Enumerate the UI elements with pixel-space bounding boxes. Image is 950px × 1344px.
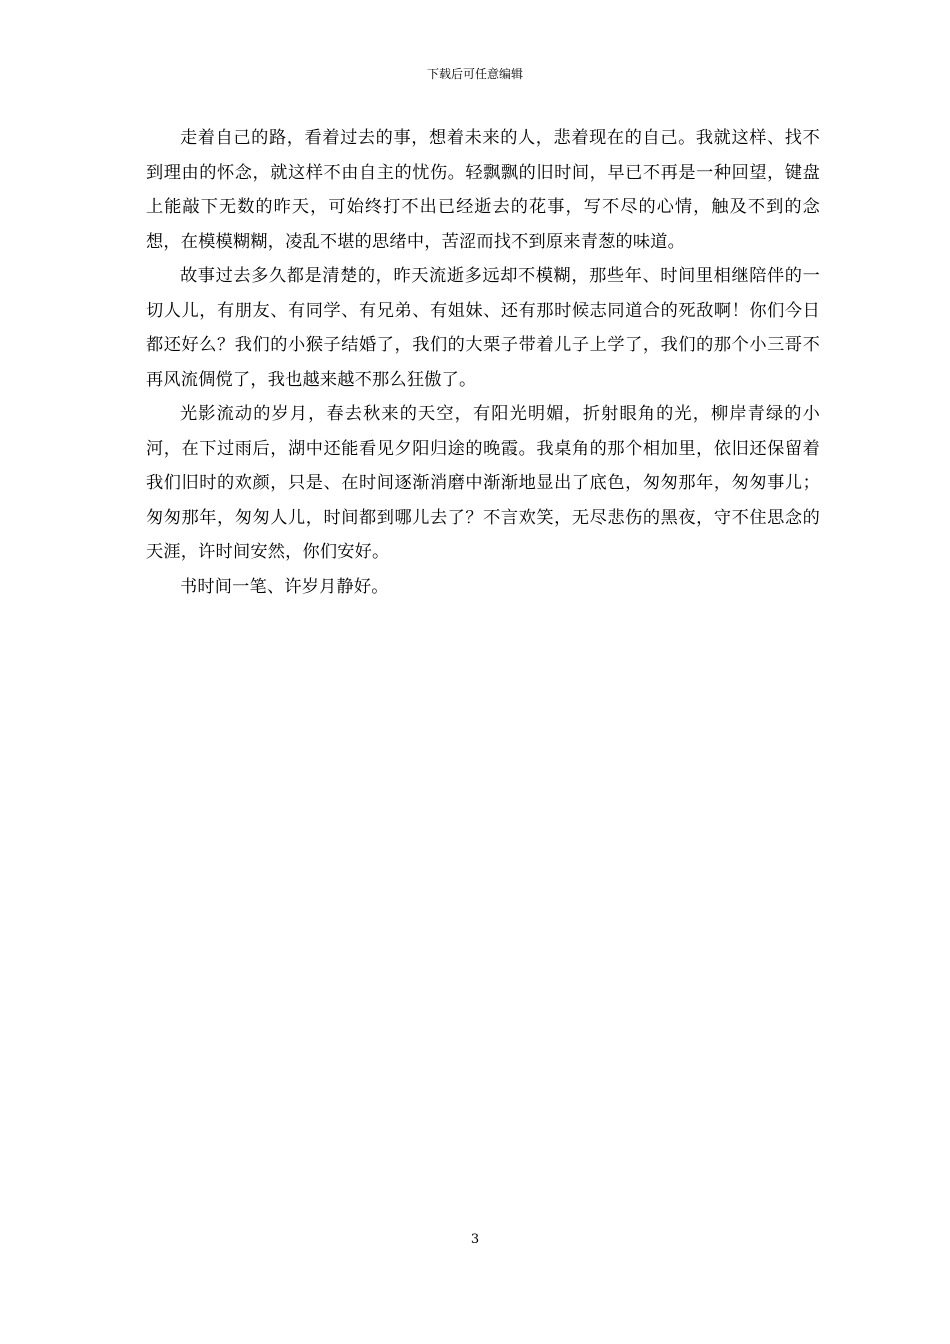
page-header: 下载后可任意编辑	[426, 67, 523, 81]
document-body	[146, 121, 820, 604]
paragraph-3: 光影流动的岁月，春去秋来的天空，有阳光明媚，折射眼角的光，柳岸青绿的小河，在下过雨后，湖中还能看见夕阳归途的晚霞。我桌角的那个相加里，依旧还保留着我们旧时的欢颜，只是、在时间逐渐消磨中渐渐地显出了底色，匆匆那年，匆匆事儿；匆匆那年，匆匆人儿，时间都到哪儿去了？不言欢笑，无尽悲伤的黑夜，守不住思念的天涯，许时间安然，你们安好。	[146, 404, 820, 562]
paragraph-4: 书时间一笔、许岁月静好。	[180, 576, 389, 597]
paragraph-2: 故事过去多久都是清楚的，昨天流逝多远却不模糊，那些年、时间里相继陪伴的一切人儿，有朋友、有同学、有兄弟、有姐妹、还有那时候志同道合的死敌啊！你们今日都还好么？我们的小猴子结婚了，我们的大栗子带着儿子上学了，我们的那个小三哥不再风流倜傥了，我也越来越不那么狂傲了。	[146, 266, 820, 390]
paragraph-1: 走着自己的路，看着过去的事，想着未来的人，悲着现在的自己。我就这样、找不到理由的怀念，就这样不由自主的忧伤。轻飘飘的旧时间，早已不再是一种回望，键盘上能敲下无数的昨天，可始终打不出已经逝去的花事，写不尽的心情，触及不到的念想，在模模糊糊，凌乱不堪的思绪中，苦涩而找不到原来青葱的味道。	[146, 128, 820, 252]
page-number: 3	[470, 1232, 480, 1247]
